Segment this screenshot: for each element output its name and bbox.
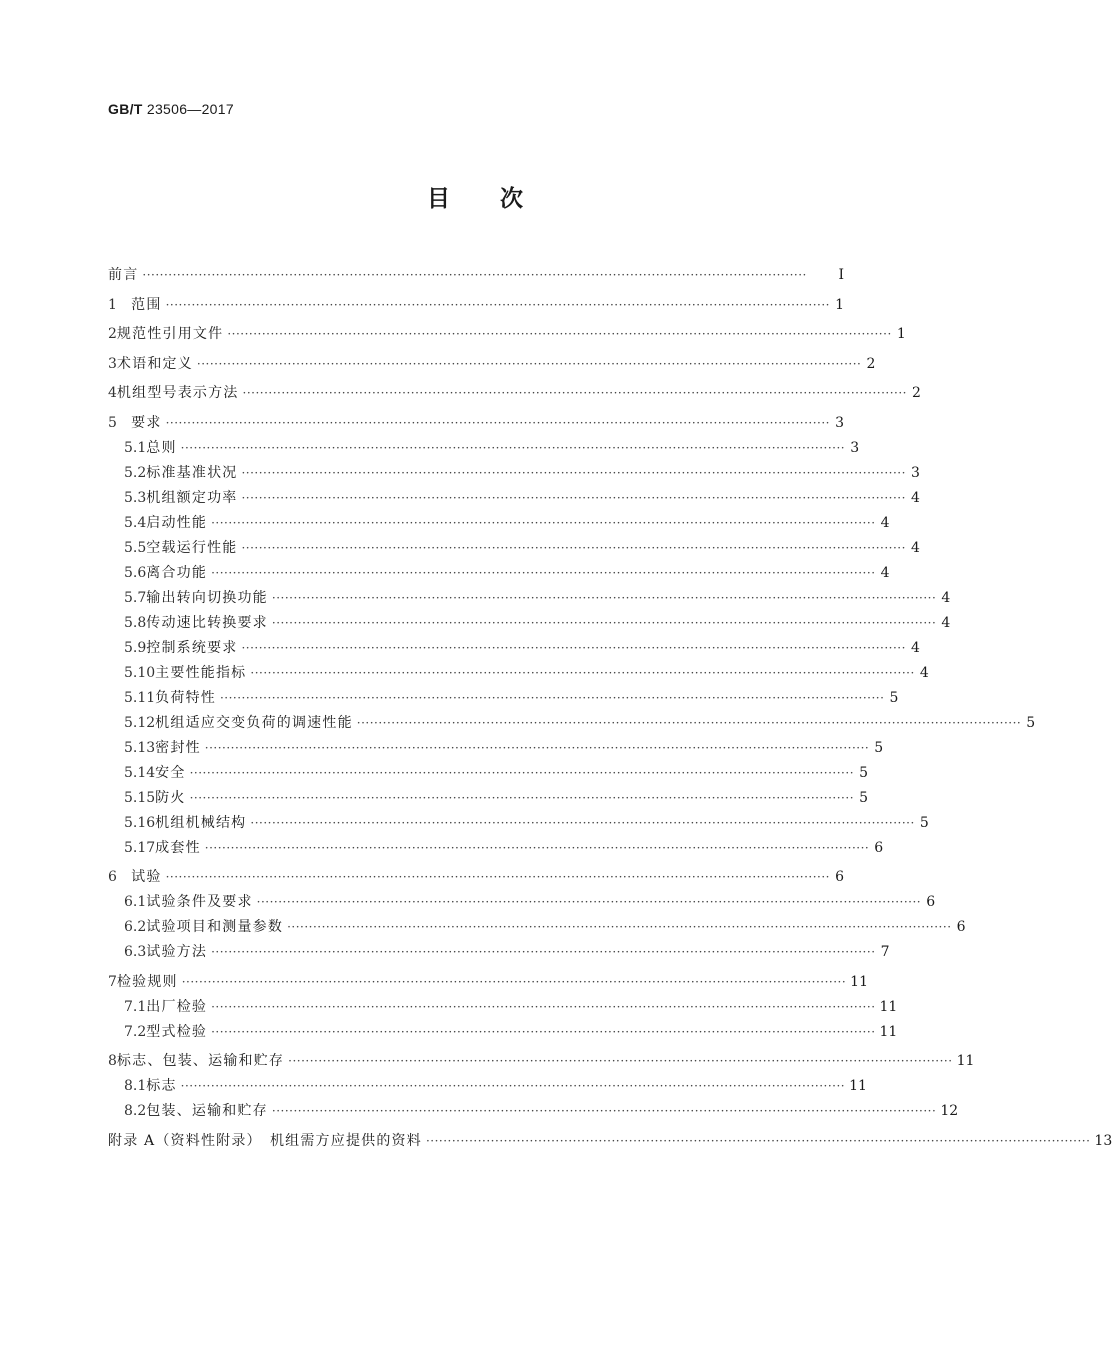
toc-entry-page: 5: [859, 764, 869, 781]
toc-entry[interactable]: [108, 631, 920, 656]
toc-entry[interactable]: [108, 556, 890, 581]
toc-entry-label: 试验方法: [146, 944, 208, 960]
toc-entry-label: 标志、包装、运输和贮存: [116, 1053, 285, 1069]
toc-entry-number: 1: [108, 296, 117, 313]
toc-entry-page: 1: [835, 296, 844, 313]
standard-code: [108, 101, 234, 117]
toc-entry-page: 4: [880, 514, 890, 531]
toc-entry-label: 机组机械结构: [155, 814, 247, 831]
toc-entry-number: 5.4: [124, 514, 147, 531]
dot-leader: ··························································································································································: [211, 1024, 876, 1039]
dot-leader: ··························································································································································: [189, 790, 855, 805]
toc-entry-page: 12: [940, 1103, 959, 1119]
toc-entry-label: 机组型号表示方法: [116, 385, 239, 401]
dot-leader: ··························································································································································: [211, 999, 876, 1014]
dot-leader: ··························································································································································: [180, 1079, 846, 1093]
toc-entry[interactable]: [108, 1119, 1112, 1149]
toc-entry-page: 13: [1094, 1132, 1112, 1149]
dot-leader: ··························································································································································: [227, 327, 892, 341]
dot-leader: ··························································································································································: [241, 640, 906, 655]
toc-entry-number: 8.2: [124, 1103, 147, 1119]
standard-number: 23506—2017: [146, 101, 234, 117]
toc-entry-label: 负荷特性: [155, 689, 216, 706]
toc-entry-page: 5: [859, 789, 869, 806]
toc-entry[interactable]: [108, 283, 844, 313]
toc-entry-number: 5.12: [124, 714, 156, 731]
dot-leader: ··························································································································································: [211, 945, 876, 959]
toc-entry-page: 6: [926, 894, 936, 910]
toc-entry-label: 机组额定功率: [146, 489, 238, 506]
toc-entry-label: 包装、运输和贮存: [146, 1103, 268, 1119]
toc-entry-page: 3: [835, 414, 844, 431]
toc-entry-label: 空载运行性能: [146, 539, 238, 556]
toc-entry-label: 标准基准状况: [146, 464, 238, 481]
dot-leader: ··························································································································································: [204, 840, 870, 855]
toc-entry-number: 5.11: [124, 689, 156, 706]
toc-entry[interactable]: [108, 1094, 959, 1119]
toc-entry[interactable]: [108, 781, 869, 806]
toc-entry-page: 11: [850, 973, 868, 990]
toc-entry-label: 出厂检验: [146, 998, 208, 1015]
toc-entry-page: 6: [956, 919, 966, 935]
toc-entry[interactable]: [108, 456, 920, 481]
dot-leader: ··························································································································································: [189, 765, 855, 780]
toc-entry-number: 5.2: [124, 464, 147, 481]
toc-entry[interactable]: [108, 506, 890, 531]
dot-leader: ··························································································································································: [241, 540, 906, 555]
toc-entry-page: 5: [1026, 714, 1036, 731]
toc-entry[interactable]: [108, 856, 844, 886]
toc-entry-page: 7: [880, 944, 890, 960]
toc-entry-label: 试验条件及要求: [146, 894, 253, 910]
toc-entry-number: 5.9: [124, 639, 147, 656]
toc-entry[interactable]: [108, 581, 951, 606]
toc-entry-page: 5: [889, 689, 899, 706]
dot-leader: ··························································································································································: [256, 895, 922, 909]
toc-entry-number: 6: [108, 869, 117, 885]
dot-leader: ··························································································································································: [356, 715, 1022, 730]
toc-entry-number: 7.1: [124, 998, 147, 1015]
toc-entry-number: 5.13: [124, 739, 156, 756]
toc-entry-number: 5.6: [124, 564, 147, 581]
toc-entry[interactable]: [108, 1015, 898, 1040]
toc-entry[interactable]: [108, 960, 868, 990]
toc-entry-number: 8: [108, 1053, 117, 1069]
toc-entry-page: 11: [956, 1053, 975, 1069]
toc-entry-number: 5.5: [124, 539, 147, 556]
toc-entry-page: 4: [910, 639, 920, 656]
toc-entry[interactable]: [108, 531, 920, 556]
toc-entry-label: 规范性引用文件: [116, 326, 224, 342]
page-title: [0, 180, 950, 213]
toc-entry-page: 4: [910, 489, 920, 506]
dot-leader: ··························································································································································: [211, 565, 876, 580]
toc-entry-page: 2: [866, 355, 876, 372]
dot-leader: ··························································································································································: [250, 665, 915, 680]
toc-entry-label: 离合功能: [146, 564, 208, 581]
toc-entry-number: 5.16: [124, 814, 156, 831]
toc-entry[interactable]: [108, 910, 966, 935]
toc-entry-number: 5.17: [124, 839, 156, 856]
toc-entry-page: 11: [879, 998, 898, 1015]
toc-entry-number: 6.2: [124, 919, 147, 935]
dot-leader: ··························································································································································: [165, 415, 830, 430]
dot-leader: ··························································································································································: [271, 615, 937, 630]
toc-entry-label: 安全: [155, 764, 186, 781]
toc-entry-number: 7.2: [124, 1023, 147, 1040]
toc-entry-label: 防火: [155, 789, 186, 806]
toc-entry-number: 5.7: [124, 589, 147, 606]
standard-prefix: GB/T: [108, 101, 143, 117]
toc-entry[interactable]: [108, 731, 884, 756]
toc-entry-number: 5.8: [124, 614, 147, 631]
toc-entry-number: 5.10: [124, 664, 156, 681]
toc-entry[interactable]: [108, 342, 876, 372]
dot-leader: ··························································································································································: [180, 440, 846, 455]
toc-entry-page: 11: [849, 1078, 867, 1094]
toc-entry[interactable]: [108, 481, 920, 506]
toc-entry[interactable]: [108, 935, 890, 960]
dot-leader: ··························································································································································: [287, 920, 952, 934]
toc-entry-label: 试验: [131, 869, 162, 885]
toc-entry-label: 主要性能指标: [155, 664, 247, 681]
toc-entry[interactable]: [108, 1069, 867, 1094]
toc-entry[interactable]: [108, 1040, 975, 1070]
toc-entry-page: 6: [874, 839, 884, 856]
toc-entry-label: 前言: [108, 267, 139, 283]
toc-entry[interactable]: [108, 706, 1036, 731]
toc-entry-number: 5: [108, 414, 117, 431]
toc-entry-page: 11: [879, 1023, 898, 1040]
toc-entry-page: 4: [919, 664, 929, 681]
toc-entry[interactable]: [108, 806, 929, 831]
toc-entry-label: 机组适应交变负荷的调速性能: [155, 714, 353, 731]
toc-entry[interactable]: [108, 990, 898, 1015]
toc-entry-label: 成套性: [155, 839, 201, 856]
toc-entry-number: 5.1: [124, 439, 147, 456]
dot-leader: ··························································································································································: [165, 870, 830, 884]
toc-entry-label: 范围: [131, 296, 162, 313]
table-of-contents: [108, 258, 1112, 1149]
toc-entry-number: 5.14: [124, 764, 156, 781]
dot-leader: ··························································································································································: [241, 490, 906, 505]
toc-entry-label: 附录 A（资料性附录） 机组需方应提供的资料: [108, 1132, 422, 1149]
toc-entry-number: 7: [108, 973, 117, 990]
toc-entry-number: 3: [108, 355, 117, 372]
dot-leader: ··························································································································································: [142, 268, 807, 282]
toc-entry-label: 试验项目和测量参数: [146, 919, 284, 935]
toc-entry[interactable]: [108, 431, 860, 456]
toc-entry-label: 启动性能: [146, 514, 208, 531]
toc-entry-label: 术语和定义: [116, 355, 193, 372]
toc-entry-label: 传动速比转换要求: [146, 614, 268, 631]
toc-entry[interactable]: [108, 606, 951, 631]
dot-leader: ··························································································································································: [219, 690, 885, 705]
toc-entry[interactable]: [108, 885, 936, 910]
toc-entry-page: 3: [910, 464, 920, 481]
toc-entry-label: 型式检验: [146, 1023, 208, 1040]
dot-leader: ··························································································································································: [425, 1133, 1091, 1148]
toc-entry[interactable]: [108, 313, 906, 343]
toc-entry[interactable]: [108, 656, 929, 681]
dot-leader: ··························································································································································: [271, 590, 937, 605]
toc-entry-number: 6.3: [124, 944, 147, 960]
toc-entry-number: 2: [108, 326, 117, 342]
toc-entry-page: 2: [912, 385, 921, 401]
toc-entry-page: 5: [874, 739, 884, 756]
dot-leader: ··························································································································································: [271, 1104, 937, 1118]
dot-leader: ··························································································································································: [204, 740, 870, 755]
toc-entry-label: 标志: [146, 1078, 177, 1094]
toc-entry-label: 总则: [146, 439, 177, 456]
toc-entry-page: 4: [941, 589, 951, 606]
toc-entry-number: 8.1: [124, 1078, 147, 1094]
toc-entry-page: 4: [880, 564, 890, 581]
toc-entry-number: 5.3: [124, 489, 147, 506]
toc-entry-page: 5: [919, 814, 929, 831]
title-char-1: 目: [427, 186, 450, 212]
toc-entry-label: 密封性: [155, 739, 201, 756]
toc-entry[interactable]: [108, 401, 844, 431]
dot-leader: ··························································································································································: [288, 1054, 953, 1068]
toc-entry-number: 5.15: [124, 789, 156, 806]
toc-entry-page: 6: [835, 869, 844, 885]
dot-leader: ··························································································································································: [211, 515, 876, 530]
toc-entry[interactable]: [108, 258, 844, 283]
toc-entry-label: 检验规则: [116, 973, 178, 990]
dot-leader: ··························································································································································: [165, 297, 830, 312]
toc-entry-label: 输出转向切换功能: [146, 589, 268, 606]
dot-leader: ··························································································································································: [242, 386, 907, 400]
toc-entry[interactable]: [108, 831, 884, 856]
toc-entry-number: 6.1: [124, 894, 147, 910]
toc-entry-page: 3: [850, 439, 860, 456]
dot-leader: ··························································································································································: [196, 356, 862, 371]
dot-leader: ··························································································································································: [241, 465, 906, 480]
toc-entry-page: 4: [941, 614, 951, 631]
toc-entry[interactable]: [108, 372, 921, 402]
toc-entry-number: 4: [108, 385, 117, 401]
toc-entry-page: 1: [896, 326, 906, 342]
title-char-2: 次: [500, 186, 523, 212]
toc-entry-label: 要求: [131, 414, 162, 431]
dot-leader: ··························································································································································: [250, 815, 915, 830]
toc-entry[interactable]: [108, 681, 899, 706]
dot-leader: ··························································································································································: [181, 974, 847, 989]
toc-entry-page: Ⅰ: [838, 267, 844, 283]
toc-entry-page: 4: [910, 539, 920, 556]
toc-entry-label: 控制系统要求: [146, 639, 238, 656]
toc-entry[interactable]: [108, 756, 869, 781]
